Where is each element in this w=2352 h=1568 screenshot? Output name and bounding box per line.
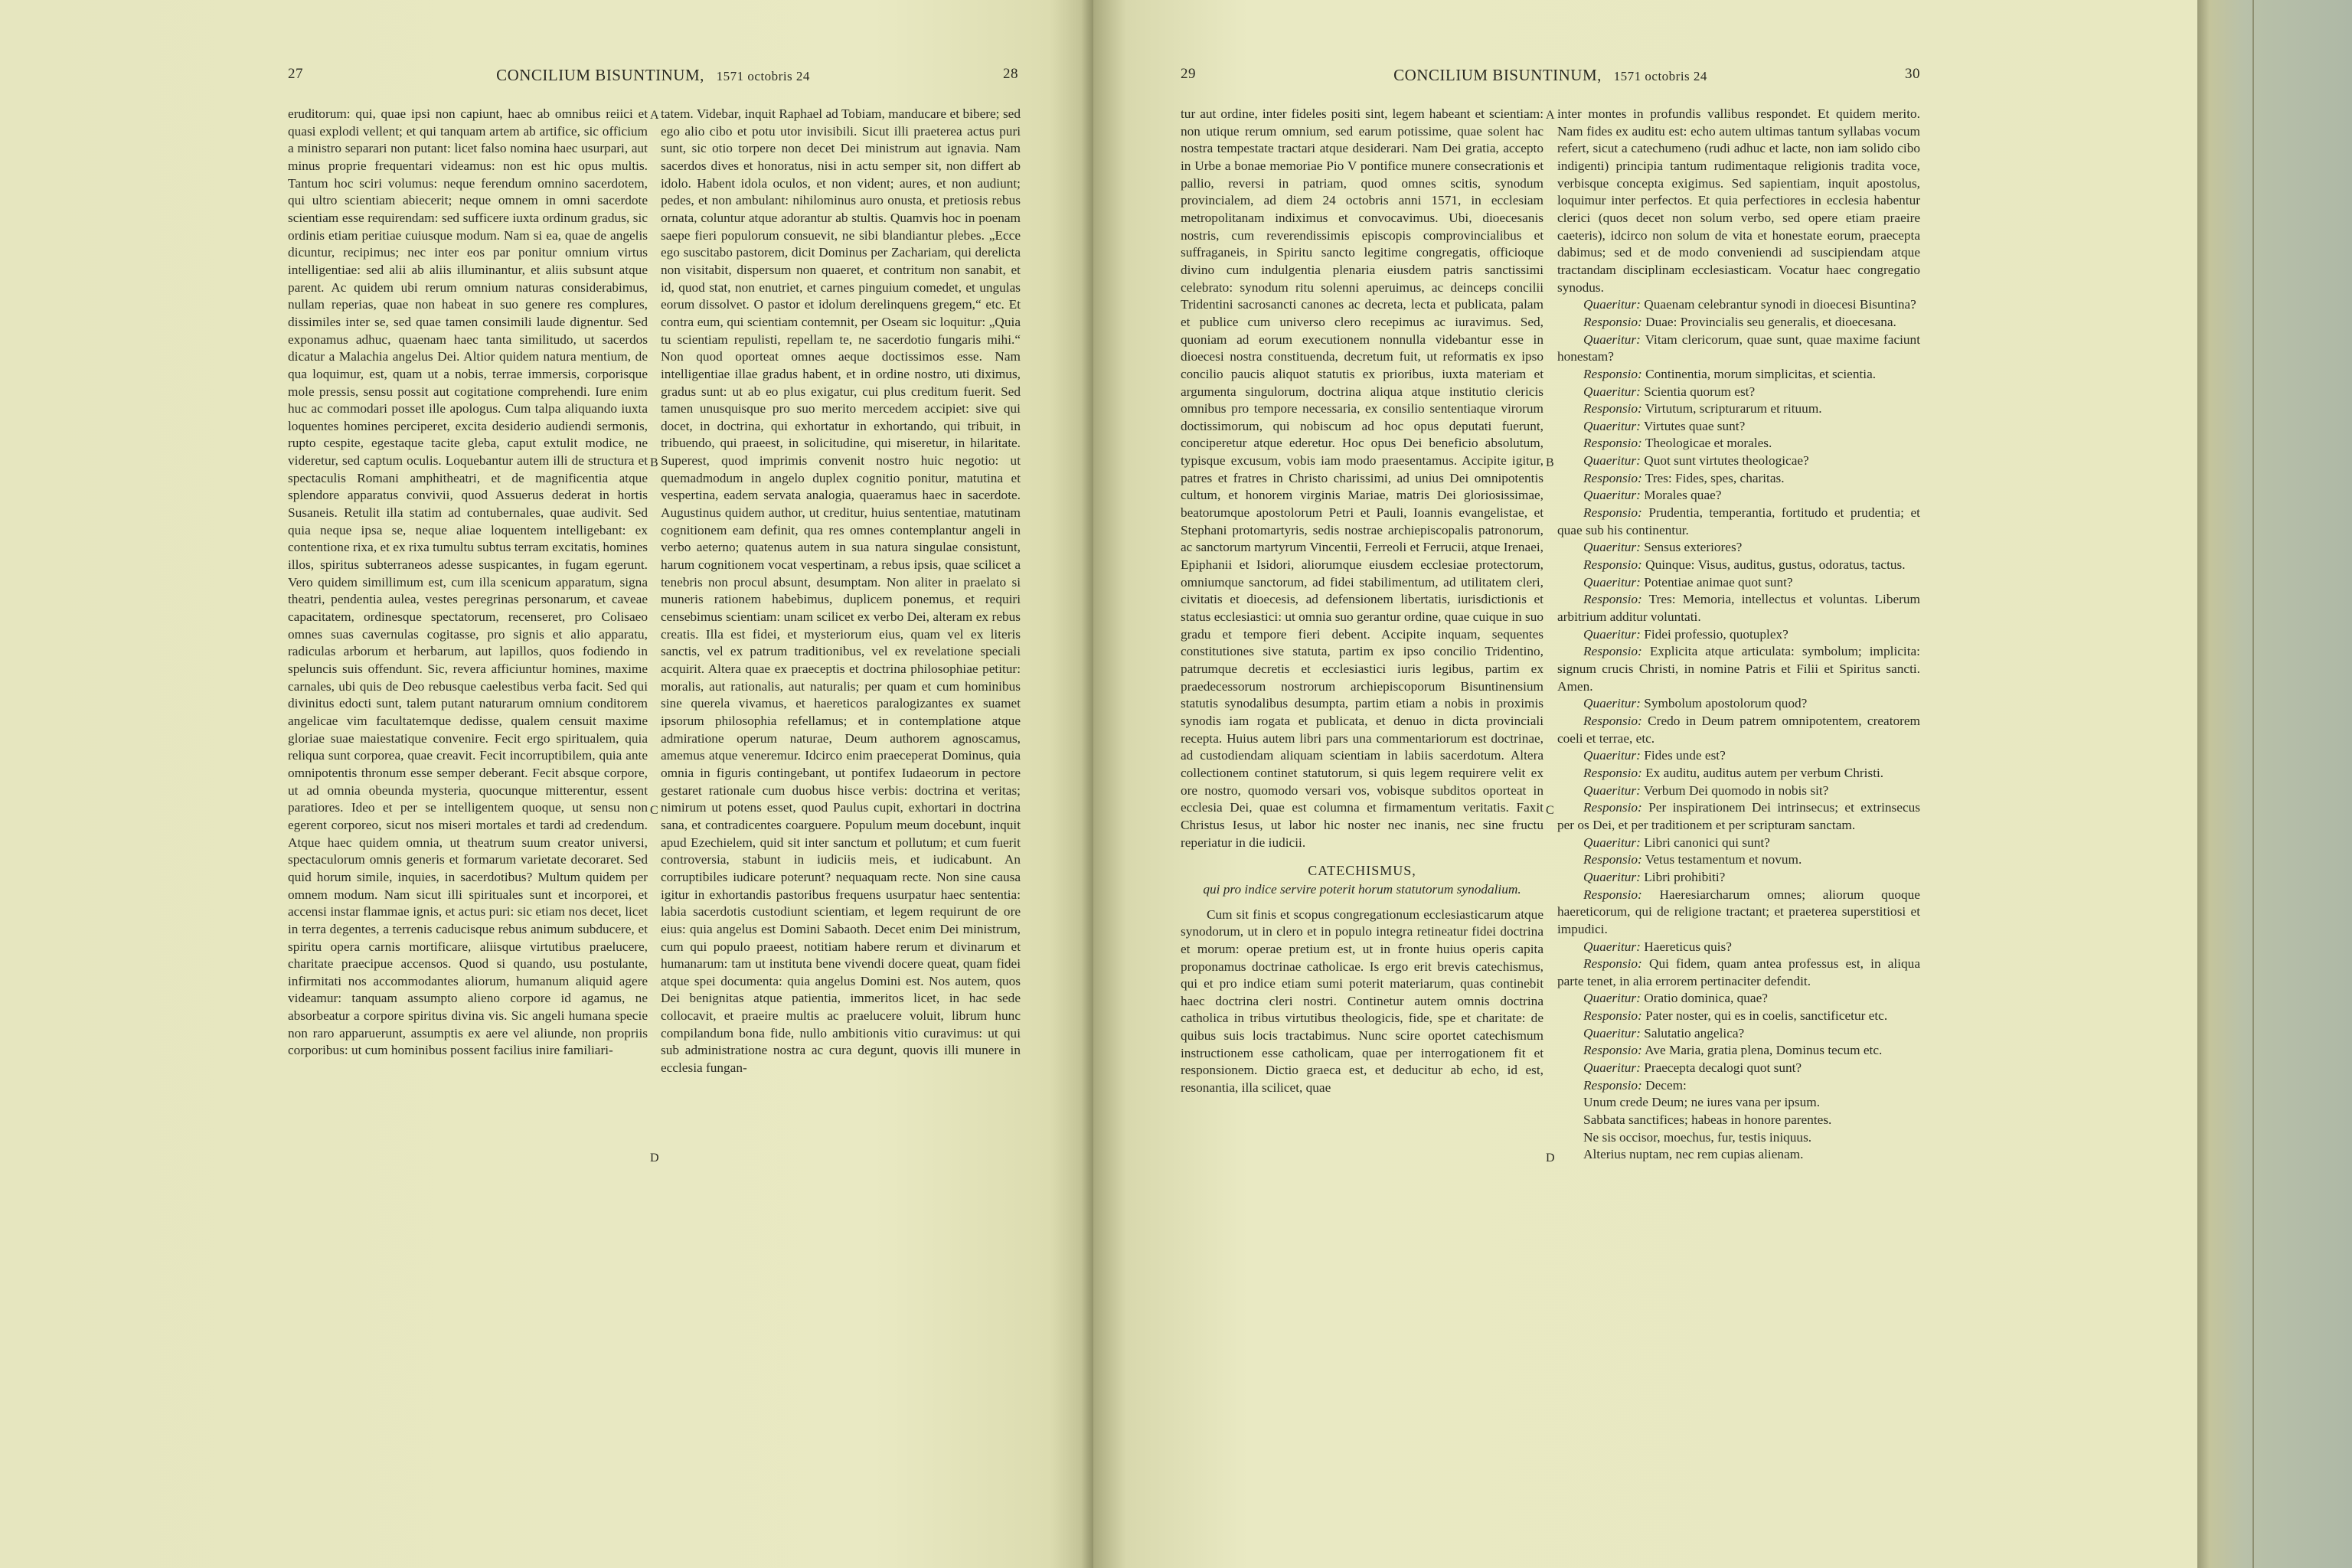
qa-line: Quaeritur: Libri canonici qui sunt? bbox=[1583, 835, 1770, 850]
qa-line: Quaeritur: Sensus exteriores? bbox=[1583, 540, 1743, 555]
qa-line: Quaeritur: Fides unde est? bbox=[1583, 748, 1726, 763]
margin-letter: A bbox=[650, 109, 659, 122]
right-page bbox=[1093, 0, 2197, 1568]
qa-line: Responsio: Prudentia, temperantia, fortitudo et prudentia; et quae sub his continentur. bbox=[1557, 505, 1920, 537]
section-title: CATECHISMUS, bbox=[1308, 863, 1416, 879]
qa-line: Responsio: Decem: bbox=[1583, 1077, 1687, 1093]
paragraph: inter montes in profundis vallibus respondet. Et quidem merito. Nam fides ex auditu est: echo autem ultimas tantum syllabas vocum refert, sicut a catechumeno (rudi adhuc et lacte, non iam solido cibo indigenti) principia tantum rudimentaque religionis tradita voce, verbisque concepta exigimus. Sed sapientiam, inquit apostolus, loquimur inter perfectos. Et quia perfectiores in ecclesia habentur clerici (quos decet non solum verbo, sed opere etiam praeire caeteris), idcirco non solum de vita et honestate eorum, praecepta dabimus; sed et de modo conveniendi ad suscipiendam atque tractandam disciplinam ecclesiasticam. Vocatur haec congregatio synodus. bbox=[1557, 106, 1920, 295]
page-number: 28 bbox=[1003, 66, 1018, 82]
qa-line: Responsio: Explicita atque articulata: symbolum; implicita: signum crucis Christi, in nomine Patris et Filii et Spiritus sancti. Amen. bbox=[1557, 644, 1920, 694]
qa-line: Responsio: Pater noster, qui es in coelis, sanctificetur etc. bbox=[1583, 1008, 1888, 1024]
paragraph: tur aut ordine, inter fideles positi sint, legem habeant et scientiam: non utique rerum omnium, sed earum potissime, quae solent hac nostra tempestate tractari atque desiderari. Nam Dei gratia, accepto in Urbe a bonae memoriae Pio V pontifice munere consecrationis et pallio, reversi in patriam, quod omnes scitis, synodum provincialem, ad diem 24 octobris anni 1571, in ecclesiam metropolitanam indiximus et convocavimus. Ubi, dioecesanis nostris, cum reverendissimis episcopis comprovincialibus et suffraganeis, in Spiritu sancto legitime congregatis, officioque divino cum indulgentia plenaria eiusdem patris sanctissimi celebrato: synodum ritu solenni aperuimus, ac deinceps concilii Tridentini sacrosancti canones ac decreta, lecta et publicata, palam et publice cum universo clero recepimus ac iuravimus. Sed, quoniam ad eorum executionem nonnulla videbantur esse in dioecesi nostra constituenda, decretum fuit, ut reformatis ex ipso concilio paucis aliquot statutis ex prioribus, iuxta materiam et argumenta singulorum, doctrina aliqua atque institutio clericis omnibus pro tempore necessaria, ex consilio sententiaque virorum doctissimorum, qui nobiscum ad hoc opus deputati fuerunt, conciperetur atque ederetur. Hoc opus Dei beneficio absolutum, typisque excusum, vobis iam modo praesentamus. Accipite igitur, patres et fratres in Christo charissimi, ad unius Dei omnipotentis cultum, et honorem virginis Mariae, matris Dei gloriosissimae, beatorumque apostolorum Petri et Pauli, Ioannis evangelistae, et Stephani protomartyris, sedis nostrae archiepiscopalis patronorum, ac sanctorum martyrum Vincentii, Ferreoli et Ferrucii, atque Irenaei, Epiphanii et Isidori, aliorumque eiusdem ecclesiae protectorum, omniumque sanctorum, ad fidei stabilimentum, ad utilitatem cleri, civitatis et dioecesis, ad defensionem libertatis, iurisdictionis et status ecclesiastici: ut omnia suo gerantur ordine, quae cuique in suo gradu et tempore fieri debent. Accipite inquam, sequentes constitutiones sive statuta, partim ex ipso concilio Tridentino, patrumque decretis et ecclesiastici iuris legibus, partim ex praedecessorum nostrorum archiepiscoporum Bisuntinensium statutis synodalibus desumpta, partim etiam a nobis in proximis synodis iam rogata et publicata, et denuo in dicta provinciali recepta. Huius autem libri pars una commentariorum est doctrinae, ad custodiendam aliquam scientiam in labiis sacerdotum. Altera collectionem continet statutorum, si quis legem requirere velit ex ore nostro, quomodo versari vos, vobisque subditos oporteat in ecclesia Dei, quae est columna et firmamentum veritatis. Faxit Christus Iesus, ut labor hic noster nec inanis, nec sine fructu reperiatur in die iudicii. bbox=[1181, 106, 1544, 850]
margin-letter: B bbox=[1546, 456, 1554, 469]
text-column: tatem. Videbar, inquit Raphael ad Tobiam, manducare et bibere; sed ego alio cibo et potu utor invisibili. Sicut illi praeterea actus puri sunt, sic otio torpere non decet Dei ministrum aut ignavia. Nam sacerdos dives et honoratus, nisi in actu semper sit, non differt ab idolo. Habent idola oculos, et non vident; aures, et non audiunt; pedes, et non ambulant: nihilominus auro onusta, et pretiosis rebus ornata, coluntur atque adorantur ab stultis. Quamvis hoc in poenam saepe fieri populorum consuevit, ne sibi blandiantur plebes. „Ecce ego suscitabo pastorem, dicit Dominus per Zachariam, qui derelicta non visitabit, dispersum non quaeret, et contritum non sanabit, et id, quod stat, non enutriet, et carnes pinguium comedet, et ungulas eorum dissolvet. O pastor et idolum derelinquens gregem,“ etc. Et contra eum, qui scientiam contemnit, per Oseam sic loquitur: „Quia tu scientiam repulisti, repellam te, ne sacerdotio fungaris mihi.“ Non quod oporteat omnes aeque doctissimos esse. Nam intelligentiae illae gradus habent, et in ordine nostro, uti diximus, gradus sunt: ut ab eo plus exigatur, cui plus creditum fuerit. Sed tamen unusquisque pro suo merito mercedem accipiet: sive qui docet, in doctrina, qui exhortatur in exhortando, qui tribuit, in tribuendo, qui praeest, in solicitudine, qui miseretur, in hilaritate. Superest, quod imprimis convenit nostro huic negotio: ut quemadmodum in angelo duplex cognitio ponitur, matutina et vespertina, eadem servata analogia, quaeramus haec in sacerdote. Augustinus quidem author, ut creditur, huius sententiae, matutinam cognitionem eam definit, qua res omnes contemplantur angeli in verbo aeterno; quatenus autem in sua natura singulae consistunt, harum cognitionem vocat vespertinam, a rebus ipsis, quae scilicet a tenebris non procul absunt, desumptam. Non aliter in praelato si muneris rationem habebimus, duplicem ponemus, et requiri censebimus scientiam: unam scilicet ex verbo Dei, alteram ex rebus creatis. Illa est fidei, et mysteriorum eius, quam vel ex literis sanctis, vel ex patrum traditionibus, vel ex revelatione speciali acquirit. Altera quae ex praeceptis et doctrina philosophiae petitur: moralis, aut rationalis, aut naturalis; per quam et cum hominibus sine querela vivamus, et haereticos paralogizantes ex suamet ipsorum philosophia refellamus; et in contemplatione atque admiratione operum naturae, Deum authorem agnoscamus, amemus atque veneremur. Idcirco enim praeceperat Dominus, quia omnia in figuris contingebant, ut pontifex Iudaeorum in pectore gestaret rationale cum duobus hisce verbis: doctrina et veritas; nimirum ut potens esset, quod Paulus cupit, exhortari in doctrina sana, et contradicentes coarguere. Populum meum docebunt, inquit apud Ezechielem, quid sit inter sanctum et pollutum; et cum fuerit controversia, stabunt in iudiciis meis, et iudicabunt. An corruptibiles iudicare poterunt? nequaquam recte. Non sine causa igitur in exhortandis pastoribus frequens usurpatur haec sententia: labia sacerdotis custodiunt scientiam, et legem requirunt de ore eius: quia angelus est Domini Sabaoth. Decet enim Dei ministrum, cum qui populo praeest, notitiam habere rerum et divinarum et humanarum: tam ut instituta bene vivendi docere queat, quam fidei atque spei documenta: quia angelus Domini est. Nos autem, quos Dei benignitas atque patientia, immeritos licet, in hac sede collocavit, et praeire multis ac praelucere voluit, librum hunc compilandum bona fide, nullo ambitionis vitio curavimus: ut qui sub administratione nostra ac cura degunt, quovis illi munere in ecclesia fungan- bbox=[661, 106, 1021, 1076]
qa-line: Responsio: Per inspirationem Dei intrinsecus; et extrinsecus per os Dei, et per traditionem et per scripturam sanctam. bbox=[1557, 800, 1920, 832]
qa-line: Quaeritur: Fidei professio, quotuplex? bbox=[1583, 626, 1788, 642]
qa-line: Responsio: Tres: Fides, spes, charitas. bbox=[1583, 470, 1785, 485]
right-page-header bbox=[1181, 66, 1920, 93]
qa-line: Responsio: Tres: Memoria, intellectus et voluntas. Liberum arbitrium additur voluntati. bbox=[1557, 592, 1920, 625]
qa-line: Responsio: Quinque: Visus, auditus, gustus, odoratus, tactus. bbox=[1583, 557, 1906, 573]
qa-line: Quaeritur: Praecepta decalogi quot sunt? bbox=[1583, 1060, 1802, 1076]
paragraph: Cum sit finis et scopus congregationum ecclesiasticarum atque synodorum, ut in clero et in populo integra retineatur fidei doctrina et morum: operae pretium est, ut in fronte huius operis capita proponamus doctrinae catholicae. Is ergo erit brevis catechismus, qui et pro indice etiam sumi poterit materiarum, quas continebit haec doctrina cleri nostri. Continetur autem omnis doctrina catholica in tribus virtutibus theologicis, fide, spe et charitate: de quibus suis locis tractabimus. Nunc scire oportet catechismum instructionem esse catholicam, quae per interrogationem fit et responsionem. Dictio graeca est, et deducitur ab echo, id est, resonantia, illa scilicet, quae bbox=[1181, 906, 1544, 1096]
verse-line: Alterius nuptam, nec rem cupias alienam. bbox=[1583, 1147, 1804, 1162]
qa-line: Quaeritur: Salutatio angelica? bbox=[1583, 1025, 1745, 1040]
edge-line bbox=[2252, 0, 2254, 1568]
qa-line: Quaeritur: Haereticus quis? bbox=[1583, 939, 1732, 954]
qa-line: Quaeritur: Symbolum apostolorum quod? bbox=[1583, 696, 1808, 711]
running-title: CONCILIUM BISUNTINUM, 1571 octobris 24 bbox=[1393, 66, 1707, 84]
qa-line: Responsio: Ave Maria, gratia plena, Dominus tecum etc. bbox=[1583, 1043, 1883, 1058]
margin-letter: C bbox=[1546, 804, 1554, 817]
qa-line: Responsio: Credo in Deum patrem omnipotentem, creatorem coeli et terrae, etc. bbox=[1557, 713, 1920, 746]
left-page-header bbox=[288, 66, 1018, 93]
verse-line: Sabbata sanctifices; habeas in honore parentes. bbox=[1583, 1112, 1832, 1128]
running-title: CONCILIUM BISUNTINUM, 1571 octobris 24 bbox=[496, 66, 810, 84]
margin-letter: A bbox=[1546, 109, 1555, 122]
qa-line: Responsio: Haeresiarcharum omnes; aliorum quoque haereticorum, qui de religione tractant; et praeterea superstitiosi et impudici. bbox=[1557, 887, 1920, 936]
qa-line: Quaeritur: Virtutes quae sunt? bbox=[1583, 418, 1746, 433]
qa-line: Quaeritur: Oratio dominica, quae? bbox=[1583, 991, 1768, 1006]
left-page bbox=[0, 0, 1093, 1568]
qa-line: Responsio: Vetus testamentum et novum. bbox=[1583, 852, 1802, 867]
qa-line: Responsio: Theologicae et morales. bbox=[1583, 436, 1772, 451]
page-number: 30 bbox=[1905, 66, 1920, 82]
qa-line: Quaeritur: Scientia quorum est? bbox=[1583, 384, 1756, 399]
margin-letter: D bbox=[1546, 1152, 1555, 1165]
page-number: 29 bbox=[1181, 66, 1196, 82]
qa-line: Responsio: Qui fidem, quam antea professus est, in aliqua parte tenet, in alia errorem pertinaciter defendit. bbox=[1557, 956, 1920, 988]
qa-line: Responsio: Ex auditu, auditus autem per verbum Christi. bbox=[1583, 765, 1884, 780]
running-date: 1571 octobris 24 bbox=[1613, 69, 1707, 83]
text-column bbox=[1557, 106, 1920, 1545]
section-subtitle: qui pro indice servire poterit horum statutorum synodalium. bbox=[1203, 881, 1521, 897]
text-column bbox=[1181, 106, 1544, 1545]
qa-line: Quaeritur: Potentiae animae quot sunt? bbox=[1583, 574, 1793, 590]
qa-line: Responsio: Virtutum, scripturarum et rituum. bbox=[1583, 401, 1822, 416]
text-column: eruditorum: qui, quae ipsi non capiunt, haec ab omnibus reiici et quasi explodi vellent; et qui tanquam artem ab artifice, sic officium a ministro separari non putant: licet falso nomina haec usurpari, aut minus proprie frequentari videamus: non est hic opus multis. Tantum hoc sciri volumus: neque ferendum omnino sacerdotem, qui ultro scientiam abiecerit; neque omnem in omni sacerdote scientiam esse requirendam: sed sufficere iuxta ordinum gradus, sic ordinis etiam peritiae cuiusque modum. Nam si ea, quae de angelis dicuntur, recipimus; nec inter eos par ponitur omnium virtus intelligentiae: sed alii ab aliis illuminantur, et aliis subsunt atque parent. Ac quidem ubi rerum omnium naturas considerabimus, nullam reperias, quae non habeat in suo genere res complures, dissimiles inter se, sed quae tamen consimili laude dignentur. Sed exponamus adhuc, quaenam haec tanta similitudo, ut sacerdos dicatur a Malachia angelus Dei. Altior quidem natura mentium, de qua loquimur, est, quam ut a nobis, terrae immersis, corporisque mole pressis, sensu possit aut cogitatione comprehendi. Iure enim huc ac commodari posset ille apologus. Cum talpa aliquando iuxta loquentes homines perciperet, excita desiderio audiendi sermonis, rupto cespite, egestaque tacite gleba, caput extulit modice, ne videretur, sed captum oculis. Loquebantur autem illi de structura et spectaculis Romani amphitheatri, et de magnificentia atque splendore apparatus convivii, quod Assuerus dederat in hortis Susaneis. Retulit illa statim ad contubernales, quae audivit. Sed quia neque ipsa se, neque aliae loquentem intelligebant: ex contentione rixa, et ex rixa tumultu subtus terram excitatis, homines illos, spiritus subterraneos adesse suspicantes, in fugam egerunt. Vero quidem simillimum est, cum illa scenicum apparatum, signa theatri, pendentia aulea, vestes peregrinas personarum, et caveae capacitatem, ordinesque spectatorum, recenseret, pro Colisaeo omnes suas cavernulas cogitasse, pro signis et alio apparatu, radiculas arborum et herbarum, aut lapillos, quos fodiendo in speluncis suis offendunt. Sic, revera afficiuntur homines, maxime carnales, ubi quis de Deo rebusque caelestibus verba facit. Sed qui divinitus edocti sunt, talem putant naturarum omnium conditorem angelicae vim facultatemque dedisse, qualem censuit maxime gloriae suae maiestatique convenire. Fecit ergo spiritualem, quia reliqua sunt corporea, quae creavit. Fecit incorruptibilem, quia ante omnipotentis thronum esse semper deberant. Fecit absque corpore, ut ad omnia obeunda mysteria, quocunque mitterentur, essent paratiores. Ideo et per se intelligentem quoque, ut sensu non egerent corporeo, sicut nos miseri mortales et tardi ad credendum. Atque haec quidem omnia, ut theatrum suum creator universi, spectaculorum omnis generis et formarum varietate decoraret. Sed quid horum simile, inquies, in sacerdotibus? Multum quidem per omnem modum. Nam sicut illi spirituales sunt et incorporei, et accensi instar flammae ignis, et actus puri: sic etiam nos decet, licet in terra degentes, a terrenis caducisque rebus animum subducere, et spiritu opera carnis mortificare, aliisque virtutibus praelucere, charitate praecipue accensos. Quod si quando, usu postulante, infirmitati nos accommodantes aliorum, humanum aliquid agere videamur: tanquam assumpto alieno corpore id agamus, ne absorbeatur a corpore spiritus divina vis. Sic angeli humana specie non raro apparuerunt, assumptis ex aere vel aliunde, non propriis corporibus: ut cum hominibus possent facilius inire familiari- bbox=[288, 106, 648, 1058]
running-date: 1571 octobris 24 bbox=[716, 69, 810, 83]
qa-line: Quaeritur: Quaenam celebrantur synodi in dioecesi Bisuntina? bbox=[1583, 297, 1916, 312]
qa-line: Responsio: Duae: Provincialis seu generalis, et dioecesana. bbox=[1583, 314, 1896, 329]
qa-line: Responsio: Continentia, morum simplicitas, et scientia. bbox=[1583, 366, 1877, 381]
page-edge bbox=[2197, 0, 2352, 1568]
page-number: 27 bbox=[288, 66, 303, 82]
qa-line: Quaeritur: Vitam clericorum, quae sunt, quae maxime faciunt honestam? bbox=[1557, 332, 1920, 364]
verse-line: Unum crede Deum; ne iures vana per ipsum. bbox=[1583, 1095, 1821, 1110]
margin-letter: C bbox=[650, 804, 658, 817]
catechism-qa-list bbox=[1557, 296, 1920, 1094]
qa-line: Quaeritur: Quot sunt virtutes theologicae? bbox=[1583, 453, 1809, 469]
margin-letter: D bbox=[650, 1152, 659, 1165]
qa-line: Quaeritur: Libri prohibiti? bbox=[1583, 869, 1726, 884]
margin-letter: B bbox=[650, 456, 658, 469]
qa-line: Quaeritur: Verbum Dei quomodo in nobis sit? bbox=[1583, 782, 1829, 798]
qa-line: Quaeritur: Morales quae? bbox=[1583, 488, 1722, 503]
verse-line: Ne sis occisor, moechus, fur, testis iniquus. bbox=[1583, 1129, 1812, 1145]
